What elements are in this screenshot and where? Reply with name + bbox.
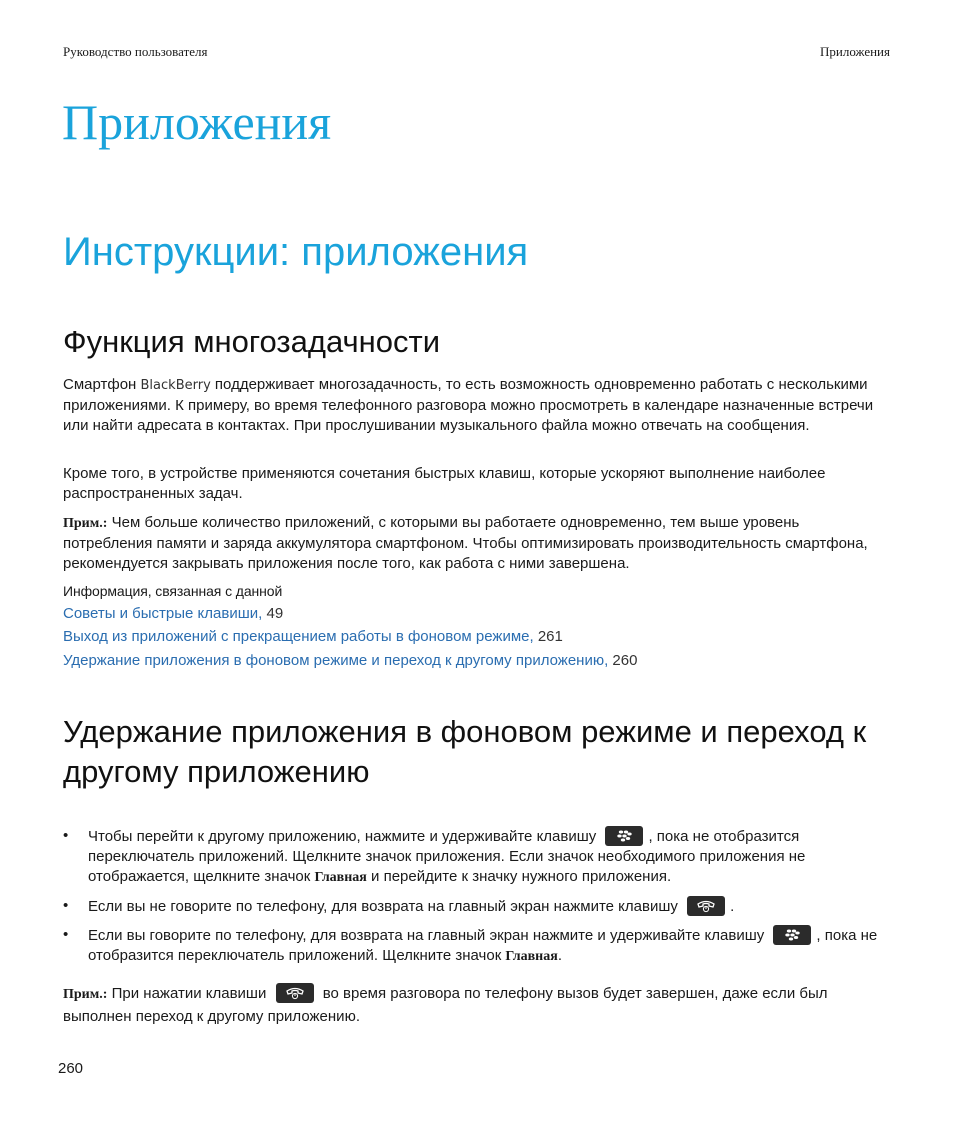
related-link-row bbox=[63, 604, 283, 624]
background-heading: Удержание приложения в фоновом режиме и переход к другому приложению bbox=[63, 714, 867, 789]
page-number: 260 bbox=[58, 1060, 84, 1077]
p1-text-b: поддерживает многозадачность, то есть возможность одновременно работать с несколькими приложениями. К примеру, во время телефонного разговора можно просмотреть в календаре назначенные встречи или найти адресата в контактах. При прослушивании музыкального файла можно отвечать на сообщения. bbox=[63, 376, 874, 434]
multitask-paragraph-2: Кроме того, в устройстве применяются сочетания быстрых клавиш, которые ускоряют выполнение наиболее распространенных задач. bbox=[63, 465, 826, 502]
chapter-title: Приложения bbox=[62, 94, 332, 150]
home-label: Главная bbox=[505, 949, 558, 964]
multitask-note bbox=[63, 513, 883, 574]
related-link-tips[interactable]: Советы и быстрые клавиши, bbox=[63, 605, 263, 622]
list-item-text: Чтобы перейти к другому приложению, нажмите и удерживайте клавишу bbox=[88, 828, 597, 845]
related-info-title: Информация, связанная с данной bbox=[63, 583, 283, 599]
list-item bbox=[63, 826, 893, 888]
related-link-page: 260 bbox=[608, 652, 638, 669]
note-label: Прим.: bbox=[63, 516, 108, 531]
instructions-list bbox=[63, 826, 893, 975]
section-title: Инструкции: приложения bbox=[63, 230, 529, 274]
running-header-left: Руководство пользователя bbox=[63, 44, 208, 59]
menu-key-icon bbox=[605, 826, 643, 846]
bullet: • bbox=[63, 897, 69, 914]
end-call-key-icon bbox=[276, 983, 314, 1003]
list-item-text: . bbox=[730, 898, 735, 915]
list-item-text: . bbox=[557, 947, 562, 964]
multitask-paragraph-1 bbox=[63, 375, 883, 436]
list-item-text: , пока не отобразится переключатель приложений. Щелкните значок bbox=[88, 927, 878, 964]
related-link-background[interactable]: Удержание приложения в фоновом режиме и переход к другому приложению, bbox=[63, 652, 609, 669]
list-item-text: , пока не отобразится переключатель приложений. Щелкните значок приложения. Если значок необходимого приложения не отображается, щелкните значок bbox=[88, 828, 806, 885]
list-item-text: Если вы не говорите по телефону, для возврата на главный экран нажмите клавишу bbox=[88, 898, 678, 915]
note-text: во время разговора по телефону вызов будет завершен, даже если был выполнен переход к другому приложению. bbox=[63, 985, 828, 1025]
related-link-row bbox=[63, 627, 563, 647]
related-link-page: 261 bbox=[533, 628, 563, 645]
list-item-text: и перейдите к значку нужного приложения. bbox=[366, 868, 672, 885]
note-text: Чем больше количество приложений, с которыми вы работаете одновременно, тем выше уровень потребления памяти и заряда аккумулятора смартфоном. Чтобы оптимизировать производительность смартфона, рекомендуется закрывать приложения после того, как работа с ними завершена. bbox=[63, 514, 868, 572]
note-label: Прим.: bbox=[63, 987, 108, 1002]
bullet: • bbox=[63, 827, 69, 844]
menu-key-icon bbox=[773, 925, 811, 945]
related-link-row bbox=[63, 651, 637, 671]
list-item bbox=[63, 896, 893, 917]
list-item-text: Если вы говорите по телефону, для возврата на главный экран нажмите и удерживайте клавишу bbox=[88, 927, 765, 944]
list-item bbox=[63, 925, 893, 967]
related-link-page: 49 bbox=[262, 605, 284, 622]
running-header-right: Приложения bbox=[820, 44, 890, 59]
related-link-exit-apps[interactable]: Выход из приложений с прекращением работы в фоновом режиме, bbox=[63, 628, 534, 645]
p1-text-a: Смартфон bbox=[63, 376, 141, 393]
home-label: Главная bbox=[314, 870, 367, 885]
bullet: • bbox=[63, 926, 69, 943]
background-note bbox=[63, 983, 883, 1028]
brand-name: BlackBerry bbox=[140, 378, 211, 393]
note-text: При нажатии клавиши bbox=[107, 985, 267, 1002]
multitask-heading: Функция многозадачности bbox=[63, 324, 441, 359]
end-call-key-icon bbox=[687, 896, 725, 916]
